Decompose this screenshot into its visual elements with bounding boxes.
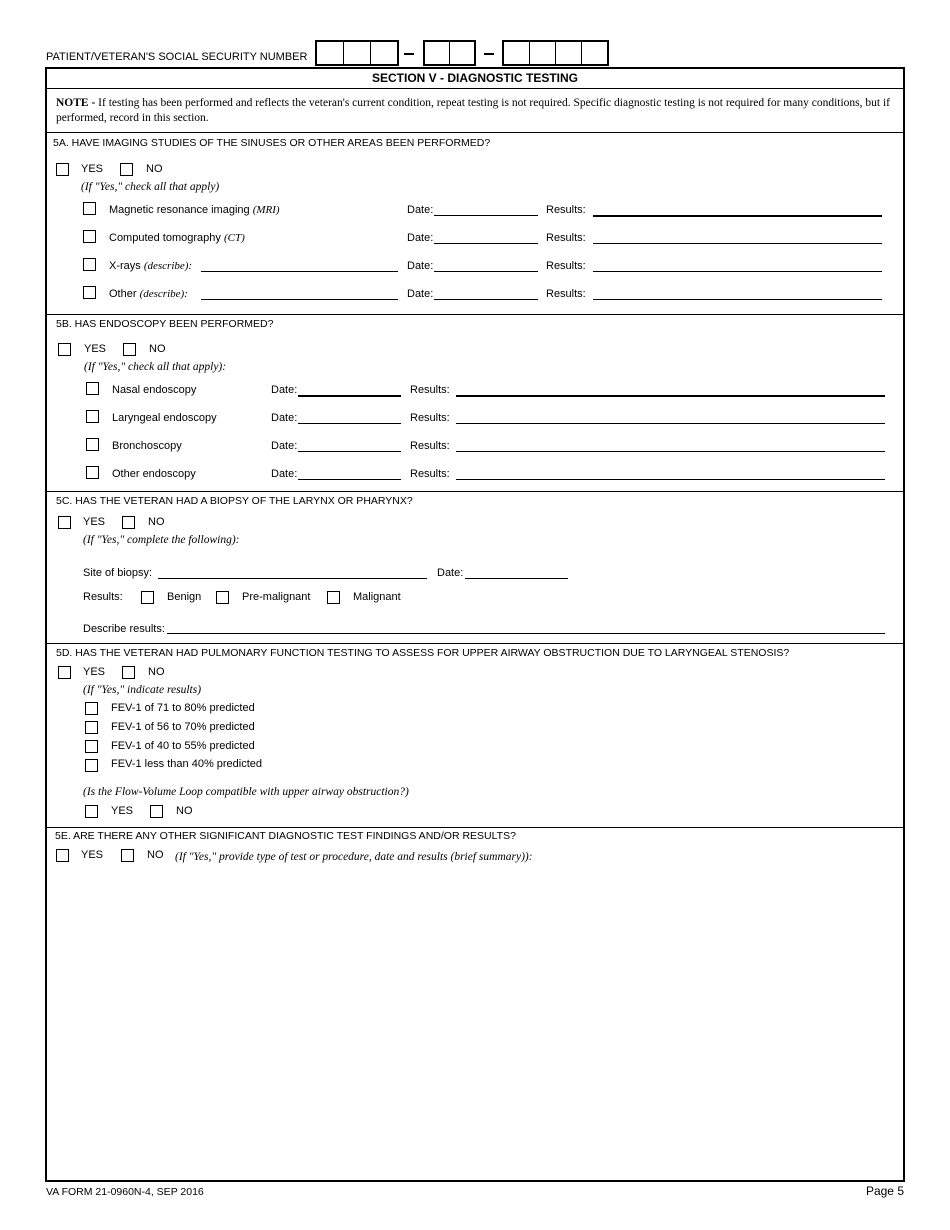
date-label: Date: [271, 440, 298, 452]
q5d-loop-yes-checkbox[interactable] [85, 805, 98, 818]
ssn-dash [484, 53, 494, 55]
q5e-instruction: (If "Yes," provide type of test or procedure, date and results (brief summary)): [175, 851, 533, 863]
q5b-other-results-field[interactable] [456, 479, 885, 480]
page-number: Page 5 [865, 1184, 904, 1198]
q5b-other-label: Other endoscopy [112, 468, 196, 480]
q5d-fev1-56-70-label: FEV-1 of 56 to 70% predicted [111, 721, 255, 733]
q5d-question: 5D. HAS THE VETERAN HAD PULMONARY FUNCTION TESTING TO ASSESS FOR UPPER AIRWAY OBSTRUCTION DUE TO LARYNGEAL STENOSIS? [56, 647, 790, 659]
q5d-loop-no-checkbox[interactable] [150, 805, 163, 818]
section-title: SECTION V - DIAGNOSTIC TESTING [371, 71, 578, 85]
q5d-no-label: NO [148, 666, 165, 678]
q5b-bronch-results-field[interactable] [456, 451, 885, 452]
q5b-laryngeal-label: Laryngeal endoscopy [112, 412, 217, 424]
ssn-part-1[interactable] [315, 40, 399, 66]
q5c-yes-label: YES [83, 516, 106, 528]
q5a-instruction: (If "Yes," check all that apply) [81, 181, 220, 193]
q5a-ct-results-field[interactable] [593, 243, 882, 244]
q5a-other-checkbox[interactable] [83, 286, 96, 299]
q5c-describe-label: Describe results: [83, 623, 165, 635]
q5b-laryngeal-date-field[interactable] [298, 423, 401, 424]
q5c-no-label: NO [148, 516, 165, 528]
q5a-mri-results-field[interactable] [593, 215, 882, 217]
q5d-fev1-71-80-label: FEV-1 of 71 to 80% predicted [111, 702, 255, 714]
q5e-no-checkbox[interactable] [121, 849, 134, 862]
q5b-nasal-checkbox[interactable] [86, 382, 99, 395]
q5b-no-label: NO [149, 343, 166, 355]
q5b-other-date-field[interactable] [298, 479, 401, 480]
q5e-yes-label: YES [81, 849, 104, 861]
q5b-laryngeal-checkbox[interactable] [86, 410, 99, 423]
q5b-question: 5B. HAS ENDOSCOPY BEEN PERFORMED? [56, 318, 274, 330]
q5b-bronch-date-field[interactable] [298, 451, 401, 452]
q5c-benign-label: Benign [167, 591, 202, 603]
results-label: Results: [410, 412, 450, 424]
results-label: Results: [546, 288, 586, 300]
ssn-label: PATIENT/VETERAN'S SOCIAL SECURITY NUMBER [46, 51, 308, 63]
q5c-premalignant-label: Pre-malignant [242, 591, 311, 603]
q5b-instruction: (If "Yes," check all that apply): [84, 361, 227, 373]
divider [46, 643, 904, 644]
date-label: Date: [407, 288, 434, 300]
date-label: Date: [437, 567, 464, 579]
q5a-other-describe-field[interactable] [201, 299, 398, 300]
q5a-ct-date-field[interactable] [434, 243, 538, 244]
q5a-ct-checkbox[interactable] [83, 230, 96, 243]
q5a-question: 5A. HAVE IMAGING STUDIES OF THE SINUSES OR OTHER AREAS BEEN PERFORMED? [53, 137, 491, 149]
q5c-date-field[interactable] [465, 578, 568, 579]
date-label: Date: [407, 232, 434, 244]
q5b-nasal-results-field[interactable] [456, 395, 885, 397]
q5a-other-date-field[interactable] [434, 299, 538, 300]
divider [46, 88, 904, 89]
q5d-yes-label: YES [83, 666, 106, 678]
date-label: Date: [407, 260, 434, 272]
q5c-benign-checkbox[interactable] [141, 591, 154, 604]
q5d-fev1-lt40-checkbox[interactable] [85, 759, 98, 772]
q5c-instruction: (If "Yes," complete the following): [83, 534, 240, 546]
divider [46, 491, 904, 492]
date-label: Date: [271, 468, 298, 480]
divider [46, 827, 904, 828]
q5d-fev1-56-70-checkbox[interactable] [85, 721, 98, 734]
q5d-instruction: (If "Yes," indicate results) [83, 684, 202, 696]
q5c-malignant-checkbox[interactable] [327, 591, 340, 604]
divider [46, 314, 904, 315]
q5b-laryngeal-results-field[interactable] [456, 423, 885, 424]
results-label: Results: [546, 260, 586, 272]
form-id: VA FORM 21-0960N-4, SEP 2016 [46, 1186, 204, 1198]
q5b-no-checkbox[interactable] [123, 343, 136, 356]
ssn-dash [404, 53, 414, 55]
q5a-other-results-field[interactable] [593, 299, 882, 300]
q5d-fev1-71-80-checkbox[interactable] [85, 702, 98, 715]
q5b-yes-checkbox[interactable] [58, 343, 71, 356]
q5c-question: 5C. HAS THE VETERAN HAD A BIOPSY OF THE LARYNX OR PHARYNX? [56, 495, 413, 507]
q5c-site-field[interactable] [158, 578, 427, 579]
date-label: Date: [271, 384, 298, 396]
q5c-results-label: Results: [83, 591, 123, 603]
q5a-mri-label: Magnetic resonance imaging (MRI) [109, 204, 280, 216]
note-body: If testing has been performed and reflects the veteran's current condition, repeat testing is not required. Specific diagnostic testing is not required for many conditions, but if performed, record in this section. [56, 97, 890, 124]
date-label: Date: [271, 412, 298, 424]
q5b-nasal-label: Nasal endoscopy [112, 384, 197, 396]
q5a-mri-checkbox[interactable] [83, 202, 96, 215]
q5a-yes-label: YES [81, 163, 104, 175]
q5a-yes-checkbox[interactable] [56, 163, 69, 176]
q5a-xray-label: X-rays (describe): [109, 260, 193, 272]
q5d-loop-question: (Is the Flow-Volume Loop compatible with upper airway obstruction?) [83, 786, 409, 798]
q5e-no-label: NO [147, 849, 164, 861]
q5a-xray-date-field[interactable] [434, 271, 538, 272]
q5d-loop-yes-label: YES [111, 805, 134, 817]
q5d-fev1-40-55-checkbox[interactable] [85, 740, 98, 753]
q5b-other-checkbox[interactable] [86, 466, 99, 479]
q5d-no-checkbox[interactable] [122, 666, 135, 679]
q5b-yes-label: YES [84, 343, 107, 355]
q5c-yes-checkbox[interactable] [58, 516, 71, 529]
results-label: Results: [410, 384, 450, 396]
q5d-fev1-lt40-label: FEV-1 less than 40% predicted [111, 758, 263, 770]
q5c-site-label: Site of biopsy: [83, 567, 153, 579]
ssn-part-2[interactable] [423, 40, 476, 66]
results-label: Results: [410, 440, 450, 452]
q5e-yes-checkbox[interactable] [56, 849, 69, 862]
results-label: Results: [410, 468, 450, 480]
ssn-part-3[interactable] [502, 40, 609, 66]
q5c-describe-field[interactable] [167, 633, 885, 634]
q5c-malignant-label: Malignant [353, 591, 401, 603]
q5a-xray-describe-field[interactable] [201, 271, 398, 272]
q5a-other-label: Other (describe): [109, 288, 188, 300]
note-bold: NOTE - [56, 97, 99, 109]
note-text [56, 96, 896, 126]
q5d-loop-no-label: NO [176, 805, 193, 817]
q5b-bronch-checkbox[interactable] [86, 438, 99, 451]
q5e-question: 5E. ARE THERE ANY OTHER SIGNIFICANT DIAGNOSTIC TEST FINDINGS AND/OR RESULTS? [55, 830, 516, 842]
q5d-yes-checkbox[interactable] [58, 666, 71, 679]
results-label: Results: [546, 232, 586, 244]
q5a-mri-date-field[interactable] [434, 215, 538, 216]
date-label: Date: [407, 204, 434, 216]
q5b-nasal-date-field[interactable] [298, 395, 401, 397]
q5a-ct-label: Computed tomography (CT) [109, 232, 245, 244]
q5a-xray-results-field[interactable] [593, 271, 882, 272]
q5a-no-checkbox[interactable] [120, 163, 133, 176]
q5b-bronch-label: Bronchoscopy [112, 440, 182, 452]
q5e-response-area[interactable] [52, 868, 898, 1173]
results-label: Results: [546, 204, 586, 216]
q5a-xray-checkbox[interactable] [83, 258, 96, 271]
q5a-no-label: NO [146, 163, 163, 175]
divider [46, 132, 904, 133]
q5c-no-checkbox[interactable] [122, 516, 135, 529]
q5c-premalignant-checkbox[interactable] [216, 591, 229, 604]
q5d-fev1-40-55-label: FEV-1 of 40 to 55% predicted [111, 740, 255, 752]
